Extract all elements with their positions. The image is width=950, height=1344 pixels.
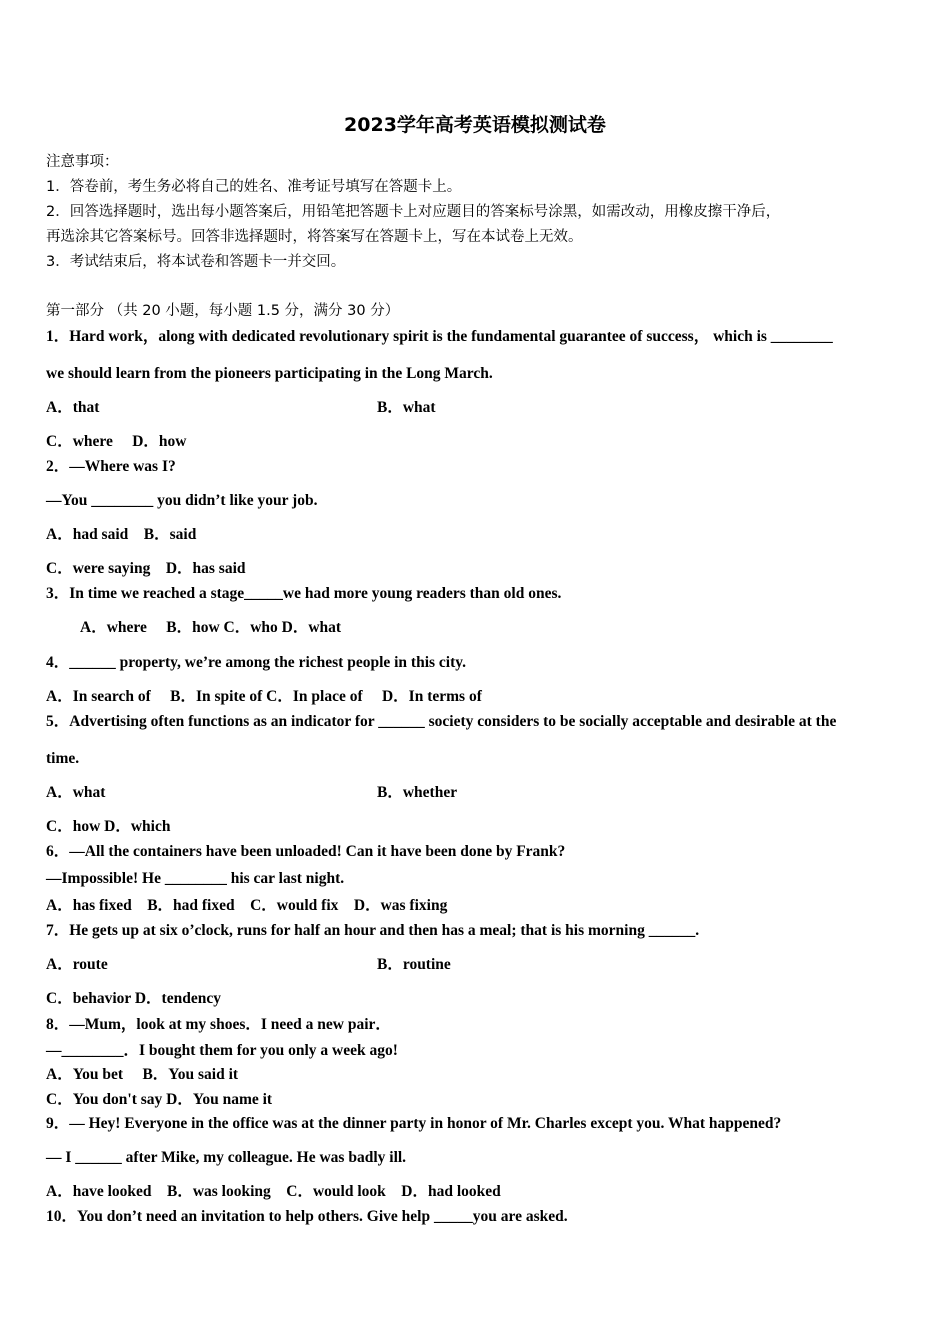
notice-item: 2．回答选择题时，选出每小题答案后，用铅笔把答题卡上对应题目的答案标号涂黑，如需改动，用橡皮擦干净后，	[46, 204, 781, 220]
question-8-line: —________．I bought them for you only a week ago!	[46, 1042, 398, 1059]
question-1-option: B．what	[377, 399, 436, 416]
page-title: 2023学年高考英语模拟测试卷	[344, 114, 606, 136]
question-7-options: C．behavior D．tendency	[46, 990, 221, 1007]
question-8-options: A．You bet B．You said it	[46, 1066, 239, 1083]
question-2-line: —You ________ you didn’t like your job.	[46, 492, 318, 509]
question-8-line: 8．—Mum，look at my shoes．I need a new pair．	[46, 1016, 391, 1033]
question-4-options: A．In search of B．In spite of C．In place of D．In terms of	[46, 688, 482, 705]
section-heading: 第一部分 （共 20 小题，每小题 1.5 分，满分 30 分）	[46, 303, 400, 319]
question-2-line: 2．—Where was I?	[46, 458, 176, 475]
question-9-line: — I ______ after Mike, my colleague. He was badly ill.	[46, 1149, 407, 1166]
question-7-line: 7．He gets up at six o’clock, runs for half an hour and then has a meal; that is his morning ______.	[46, 922, 700, 939]
question-3-options: A．where B．how C．who D．what	[80, 619, 342, 636]
question-6-line: —Impossible! He ________ his car last night.	[46, 870, 345, 887]
question-9-options: A．have looked B．was looking C．would look D．had looked	[46, 1183, 501, 1200]
question-7-option: A．route	[46, 956, 108, 973]
question-6-options: A．has fixed B．had fixed C．would fix D．was fixing	[46, 897, 448, 914]
question-3-line: 3．In time we reached a stage_____we had more young readers than old ones.	[46, 585, 562, 602]
question-1-option: A．that	[46, 399, 100, 416]
question-9-line: 9．— Hey! Everyone in the office was at the dinner party in honor of Mr. Charles except you. What happened?	[46, 1115, 782, 1132]
question-6-line: 6．—All the containers have been unloaded! Can it have been done by Frank?	[46, 843, 566, 860]
notice-item: 再选涂其它答案标号。回答非选择题时，将答案写在答题卡上，写在本试卷上无效。	[46, 229, 583, 245]
question-1-line: 1．Hard work，along with dedicated revolutionary spirit is the fundamental guarantee of success， which is ________	[46, 328, 833, 345]
notice-item: 3．考试结束后，将本试卷和答题卡一并交回。	[46, 254, 346, 270]
question-5-option: B．whether	[377, 784, 458, 801]
notice-item: 1．答卷前，考生务必将自己的姓名、准考证号填写在答题卡上。	[46, 179, 462, 195]
notice-heading: 注意事项：	[46, 154, 119, 170]
question-1-options: C．where D．how	[46, 433, 187, 450]
question-5-line: 5．Advertising often functions as an indicator for ______ society considers to be socially acceptable and desirable at the	[46, 713, 837, 730]
question-1-line: we should learn from the pioneers participating in the Long March.	[46, 365, 493, 382]
question-7-option: B．routine	[377, 956, 451, 973]
question-10-line: 10．You don’t need an invitation to help others. Give help _____you are asked.	[46, 1208, 568, 1225]
question-8-options: C．You don't say D．You name it	[46, 1091, 273, 1108]
question-2-options: A．had said B．said	[46, 526, 197, 543]
question-5-option: A．what	[46, 784, 106, 801]
question-4-line: 4．______ property, we’re among the richest people in this city.	[46, 654, 467, 671]
question-5-line: time.	[46, 750, 80, 767]
question-2-options: C．were saying D．has said	[46, 560, 246, 577]
question-5-options: C．how D．which	[46, 818, 171, 835]
